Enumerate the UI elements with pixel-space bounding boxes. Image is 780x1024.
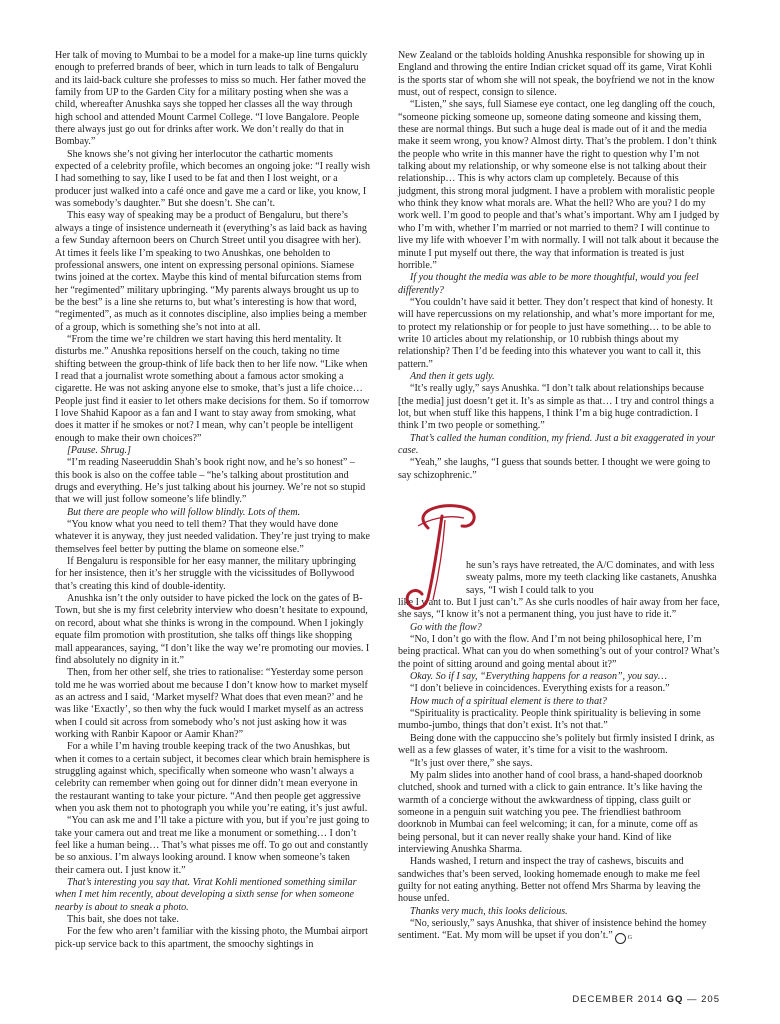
paragraph: “Yeah,” she laughs, “I guess that sounds better. I thought we were going to say schizophrenic.” [398, 457, 711, 481]
paragraph: But there are people who will follow blindly. Lots of them. [67, 506, 301, 518]
paragraph: “No, seriously,” says Anushka, that shiver of insistence behind the homey sentiment. “Eat. My mom will be upset if you don’t.” G [398, 918, 720, 944]
paragraph: For a while I’m having trouble keeping track of the two Anushkas, but when it comes to a certain subject, it becomes clear which brain hemisphere is struggling against which, specifically when someone who wasn’t always a celebrity can remember when going out for dinner didn’t mean everyone in the restaurant wanting to take your picture. “And then people get aggressive when you ask them not to photograph you while you’re eating, it’s just awful. [55, 741, 370, 814]
footer-dash: — [687, 994, 698, 1005]
paragraph: That’s interesting you say that. Virat Kohli mentioned something similar when I met him recently, about developing a sixth sense for when someone nearby is about to sneak a photo. [55, 877, 357, 913]
dropcap-ornament [398, 498, 480, 618]
paragraph: “Spirituality is practicality. People think spirituality is believing in some mumbo-jumbo, things that don’t exist. It’s not that.” [398, 708, 701, 732]
paragraph: My palm slides into another hand of cool brass, a hand-shaped doorknob clutched, shook and turned with a click to gain entrance. It’s like having the warmth of a concierge without the awkwardness of tipping, class guilt or someone in a penguin suit watching you pee. The friendliest bathroom doorknob in Mumbai can feel welcoming; it can, for a minute, come off as being personal, but it can never really shake your hand. Kind of like interviewing Anushka Sharma. [398, 769, 703, 855]
page-number: 205 [701, 994, 720, 1005]
magazine-logo: GQ [666, 994, 684, 1005]
paragraph: “You can ask me and I’ll take a picture with you, but if you’re just going to take your camera out and treat me like a monument or something… I don’t feel like a human being… That’s what pisses me off. To go out and constantly be so anxious. I’m always looking around. I know when someone’s taken their camera out. I just know it.” [55, 815, 370, 876]
paragraph: For the few who aren’t familiar with the kissing photo, the Mumbai airport pick-up service back to this apartment, the smoochy sightings in [55, 926, 368, 950]
paragraph: “No, I don’t go with the flow. And I’m not being philosophical here, I’m being practical. What can you do when something’s out of your control? What’s the point of sitting around and going mental about it?” [398, 634, 720, 670]
paragraph: If Bengaluru is responsible for her easy manner, the military upbringing for her insistence, then it’s her struggle with the vicissitudes of Bollywood that’s creating this kind of double-identity. [55, 556, 356, 592]
paragraph: If you thought the media was able to be more thoughtful, would you feel differently? [398, 272, 699, 296]
paragraph: This easy way of speaking may be a product of Bengaluru, but there’s always a tinge of insistence underneath it (everything’s as laid back as having a few Sunday afternoon beers on Church Street until you disagree with her). At times it feels like I’m speaking to two Anushkas, one beholden to professional answers, one intent on expressing personal opinions. Siamese twins joined at the cortex. Maybe this kind of mental bifurcation stems from her “regimented” military upbringing. “My parents always brought us up to be the best” is a line she returns to, but what’s interesting is how that word, “regimented”, as much as it connotes discipline, also implies being a member of a group, which is something she’s not into at all. [55, 210, 367, 333]
page-footer [572, 994, 720, 1005]
right-column-bottom [398, 560, 720, 944]
paragraph: Okay. So if I say, “Everything happens for a reason”, you say… [410, 671, 667, 683]
paragraph: Her talk of moving to Mumbai to be a model for a make-up line turns quickly enough to preferred brands of beer, which in turn leads to talk of Bengaluru and its laid-back culture she professes to miss so much. Her father moved the family from UP to the Garden City for a military posting when she was a child, whereafter Anushka says she topped her classes all the way through high school and attended Mount Carmel College. “I love Bangalore. People there always just go out for drinks after work. We don’t really do that in Bombay.” [55, 50, 368, 148]
paragraph: And then it gets ugly. [410, 370, 495, 382]
issue-date: DECEMBER 2014 [572, 994, 663, 1005]
paragraph: New Zealand or the tabloids holding Anushka responsible for showing up in England and throwing the entire Indian cricket squad off its game, Virat Kohli is the sports star of whom she will not speak, the boyfriend we not in the know must, out of respect, consign to silence. [398, 50, 715, 99]
paragraph: This bait, she does not take. [67, 914, 179, 926]
paragraph: “It’s really ugly,” says Anushka. “I don’t talk about relationships because [the media] just doesn’t get it. It’s as simple as that… I try and control things a lot, but when stuff like this happens, I think I’m a big huge contradiction. I think I’m two people or something.” [398, 383, 714, 432]
dropcap-block [398, 560, 720, 944]
paragraph: “I don’t believe in coincidences. Everything exists for a reason.” [410, 683, 670, 695]
paragraph: [Pause. Shrug.] [67, 445, 131, 456]
paragraph: Hands washed, I return and inspect the tray of cashews, biscuits and sandwiches that’s been served, looking homemade enough to make me feel guilty for not eating anything. Better not offend Mrs Sharma by leaving the house unfed. [398, 856, 701, 905]
paragraph: Then, from her other self, she tries to rationalise: “Yesterday some person told me he was worried about me because I don’t know how to market myself as an actress and I said, ‘Market myself? What does that even mean?’ and he was like ‘Exactly’, so then why the fuck would I market myself as an actress when I could sit across from somebody who’s not just asking how it was working with Ranbir Kapoor or Aamir Khan?” [55, 667, 368, 740]
paragraph: That’s called the human condition, my friend. Just a bit exaggerated in your case. [398, 432, 716, 456]
paragraph: “You couldn’t have said it better. They don’t respect that kind of honesty. It will have repercussions on my relationship, and what’s more important for me, to protect my relationship or for people to just have something… to be able to write 10 articles about my relationship, or 10 rubbish things about my relationship? Then I’d be feeding into this whatever you want to call it, this pattern.” [398, 296, 715, 370]
paragraph: How much of a spiritual element is there to that? [410, 695, 607, 707]
paragraph: She knows she’s not giving her interlocutor the cathartic moments expected of a celebrity profile, which becomes an ongoing joke: “I really wish I had something to say, like I used to be fat and then I lost weight, or a producer just walked into a café once and gave me a card or like, you know, I was somebody’s daughter.” But she doesn’t. She can’t. [55, 148, 370, 210]
paragraph: “From the time we’re children we start having this herd mentality. It disturbs me.” Anushka repositions herself on the couch, taking no time shifting between the group-think of life back then to her life now. “Like when I read that a journalist wrote something about a famous actor smoking a cigarette. He was not asking anyone else to smoke, that’s just a life choice… People just find it easier to let others make decisions for them. So if tomorrow I love Shahid Kapoor as a fan and I want to stay away from smoking, what does it matter if he smokes or not? I mean, why can’t people be intelligent enough to make their own choices?” [55, 333, 370, 444]
paragraph: like I want to. But I just can’t.” As she curls noodles of hair away from her face, she says, “I know it’s not a permanent thing, you just have to ride it.” [398, 597, 720, 621]
paragraph: Anushka isn’t the only outsider to have picked the lock on the gates of B-Town, but she is my first celebrity interview who doesn’t hesitate to expound, on record, about what she thinks is wrong in the compound. When I jokingly equate film promotion with prostitution, she talks off things like shopping mall appearances, saying, “I don’t like the way we’re promoting our movies. I find absolutely no dignity in it.” [55, 593, 370, 666]
paragraph: Being done with the cappuccino she’s politely but firmly insisted I drink, as well as a few glasses of water, it’s time for a visit to the washroom. [398, 732, 715, 757]
paragraph: “I’m reading Naseeruddin Shah’s book right now, and he’s so honest” – this book is also on the coffee table – “he’s talking about prostitution and drugs and everything. He’s just talking about his journey. We’re not so stupid that we will just follow someone’s life blindly.” [55, 457, 366, 506]
paragraph: Thanks very much, this looks delicious. [410, 905, 568, 917]
left-column [55, 50, 370, 951]
paragraph: “It’s just over there,” she says. [410, 757, 533, 769]
paragraph: he sun’s rays have retreated, the A/C dominates, and with less sweaty palms, more my teeth clacking like castanets, Anushka says, “I wish I could talk to you [466, 560, 717, 596]
paragraph: Go with the flow? [410, 621, 482, 633]
right-column-top [398, 50, 720, 482]
end-mark-icon: G [615, 933, 626, 944]
paragraph: “Listen,” she says, full Siamese eye contact, one leg dangling off the couch, “someone picking someone up, someone dating someone and kissing them, these are normal things. But such a huge deal is made out of it and the media make it seem wrong, you know? Almost dirty. That’s the problem. I don’t think the people who write in this manner have the right to question why I’m not talking about my relationship, or why someone else is not talking about their relationship… This is why actors clam up completely. Because of this judgment, this strong moral judgment. I have a problem with moralistic people who think they know what morals are. What the hell? Who are you? I do my work well. I’m good to people and that’s what’s important. Why am I judged by who I’m with, whether I’m married or not married to them? I will continue to live my life with whoever I’m with normally. I will not talk about it because the minute I put myself out there, the way that information is treated is just horrible.” [398, 99, 720, 271]
paragraph: “You know what you need to tell them? That they would have done whatever it is anyway, they just needed validation. They’re just trying to make themselves feel better by putting the blame on someone else.” [55, 519, 370, 555]
